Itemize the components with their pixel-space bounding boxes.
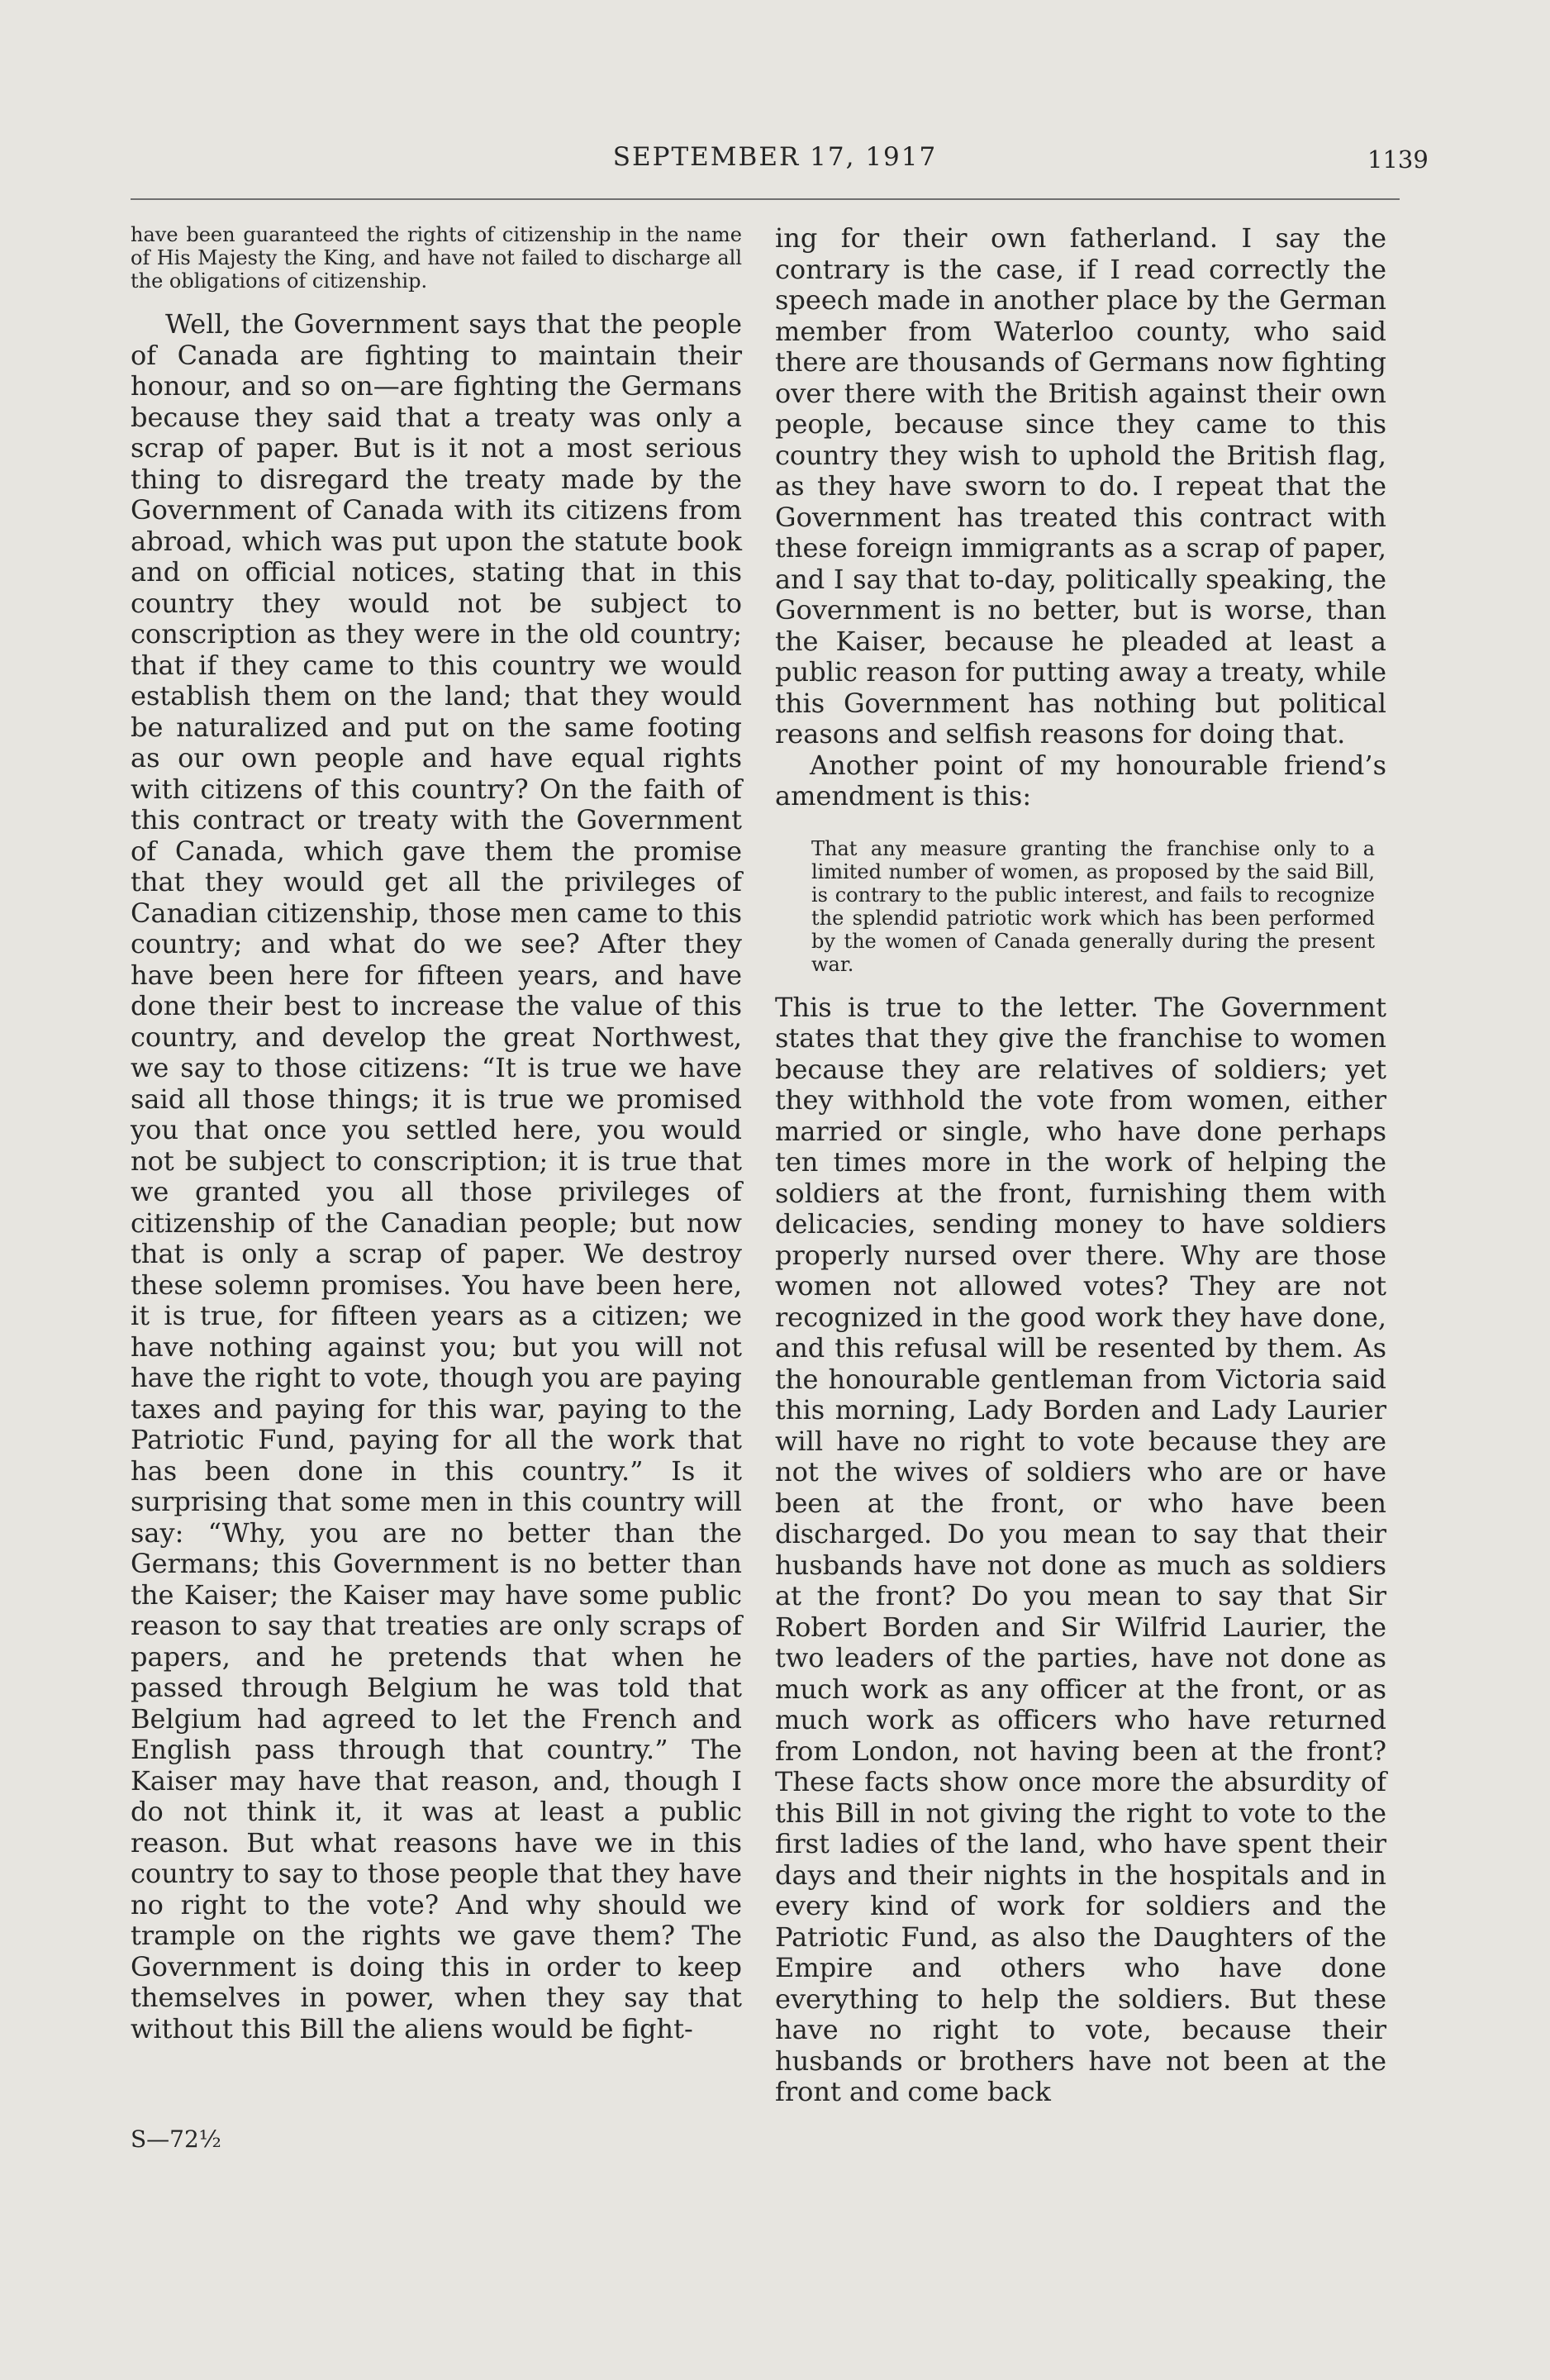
right-quote: That any measure granting the franchise only to a limited number of women, as proposed by the said Bill, is contrary to the public interest, and fails to recognize the splendid patriotic work which has been performed by the women of Canada generally during the present war. [811, 836, 1375, 976]
page-header-date: SEPTEMBER 17, 1917 [612, 142, 938, 172]
left-paragraph-1: Well, the Government says that the people of Canada are fighting to maintain their honour, and so on—are fighting the Germans because they said that a treaty was only a scrap of paper. But is it not a most serious thing to disregard the treaty made by the Government of Canada with its citizens from abroad, which was put upon the statute book and on official notices, stating that in this country they would not be subject to conscription as they were in the old country; that if they came to this country we would establish them on the land; that they would be naturalized and put on the same footing as our own people and have equal rights with citizens of this country? On the faith of this contract or treaty with the Government of Canada, which gave them the promise that they would get all the privileges of Canadian citizenship, those men came to this country; and what do we see? After they have been here for fifteen years, and have done their best to increase the value of this country, and develop the great Northwest, we say to those citizens: “It is true we have said all those things; it is true we promised you that once you settled here, you would not be subject to conscription; it is true that we granted you all those privileges of citizenship of the Canadian people; but now that is only a scrap of paper. We destroy these solemn promises. You have been here, it is true, for fifteen years as a citizen; we have nothing against you; but you will not have the right to vote, though you are paying taxes and paying for this war, paying to the Patriotic Fund, paying for all the work that has been done in this country.” Is it surprising that some men in this country will say: “Why, you are no better than the Germans; this Government is no better than the Kaiser; the Kaiser may have some public reason to say that treaties are only scraps of papers, and he pretends that when he passed through Belgium he was told that Belgium had agreed to let the French and English pass through that country.” The Kaiser may have that reason, and, though I do not think it, it was at least a public reason. But what reasons have we in this country to say to those people that they have no right to the vote? And why should we trample on the rights we gave them? The Government is doing this in order to keep themselves in power, when they say that without this Bill the aliens would be fight- [131, 308, 742, 2044]
left-quote: have been guaranteed the rights of citizenship in the name of His Majesty the King, and have not failed to discharge all the obligations of citizenship. [131, 223, 742, 293]
right-paragraph-3: This is true to the letter. The Government states that they give the franchise to women because they are relatives of soldiers; yet they withhold the vote from women, either married or single, who have done perhaps ten times more in the work of helping the soldiers at the front, furnishing them with delicacies, sending money to have soldiers properly nursed over there. Why are those women not allowed votes? They are not recognized in the good work they have done, and this refusal will be resented by them. As the honourable gentleman from Victoria said this morning, Lady Borden and Lady Laurier will have no right to vote because they are not the wives of soldiers who are or have been at the front, or who have been discharged. Do you mean to say that their husbands have not done as much as soldiers at the front? Do you mean to say that Sir Robert Borden and Sir Wilfrid Laurier, the two leaders of the parties, have not done as much work as any officer at the front, or as much work as officers who have returned from London, not having been at the front? These facts show once more the absurdity of this Bill in not giving the right to vote to the first ladies of the land, who have spent their days and their nights in the hospitals and in every kind of work for soldiers and the Patriotic Fund, as also the Daughters of the Empire and others who have done everything to help the soldiers. But these have no right to vote, because their husbands or brothers have not been at the front and come back [775, 991, 1386, 2107]
folio-mark: S—72½ [131, 2125, 221, 2153]
right-paragraph-2: Another point of my honourable friend’s amendment is this: [775, 749, 1386, 812]
right-paragraph-1: ing for their own fatherland. I say the contrary is the case, if I read correctly the speech made in another place by the German member from Waterloo county, who said there are thousands of Germans now fighting over there with the British against their own people, because since they came to this country they wish to uphold the British flag, as they have sworn to do. I repeat that the Government has treated this contract with these foreign immigrants as a scrap of paper, and I say that to-day, politically speaking, the Government is no better, but is worse, than the Kaiser, because he pleaded at least a public reason for putting away a treaty, while this Government has nothing but political reasons and selfish reasons for doing that. [775, 222, 1386, 750]
right-column [775, 223, 1386, 2108]
left-column [131, 223, 742, 2044]
page-number: 1139 [1367, 145, 1429, 174]
header-rule [131, 198, 1400, 200]
